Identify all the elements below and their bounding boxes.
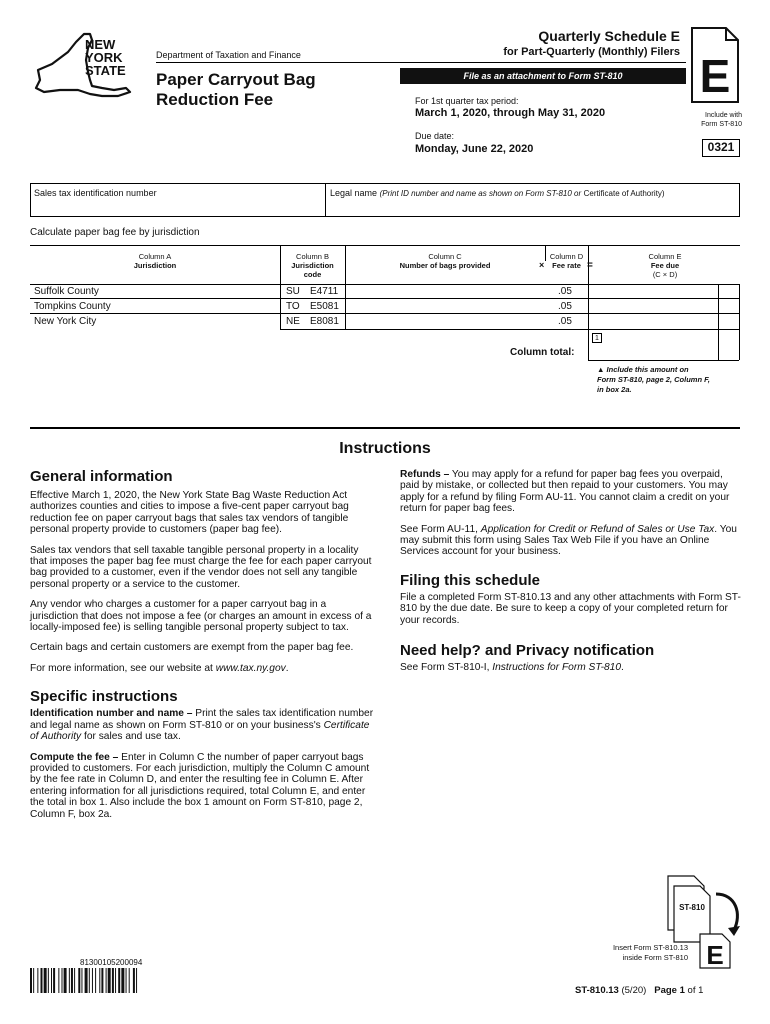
row1-rule	[30, 298, 588, 299]
footer-form-number: ST-810.13	[575, 985, 619, 996]
col-d-label: Fee rate	[552, 261, 581, 270]
instructions-title: Instructions	[339, 440, 431, 457]
row2-rule	[30, 313, 588, 314]
general-info-heading: General information	[30, 468, 173, 485]
times-sign: ×	[539, 260, 545, 270]
table-top-rule	[30, 245, 740, 246]
general-p3: Any vendor who charges a customer for a paper carryout bag in a jurisdiction that does not impose a fee (or charges an amount in excess of a locally-imposed fee) is selling tangible personal property subject to tax.	[30, 599, 372, 634]
department-name: Department of Taxation and Finance	[156, 50, 301, 60]
logo-word-state: STATE	[85, 63, 126, 78]
period-label: For 1st quarter tax period:	[415, 96, 519, 106]
row3-code-prefix: NE	[286, 316, 300, 327]
refunds-p1	[400, 469, 742, 515]
general-p5	[30, 663, 375, 674]
col-e-row2-rule	[588, 313, 739, 314]
refunds-p2-pre: See Form AU-11,	[400, 523, 481, 535]
attachment-note-bar: File as an attachment to Form ST-810	[400, 68, 686, 84]
id-instruction-label: Identification number and name –	[30, 708, 193, 720]
schedule-letter: E	[699, 50, 731, 102]
col-e-header	[590, 252, 740, 279]
row2-code-prefix: TO	[286, 301, 300, 312]
compute-label: Compute the fee –	[30, 751, 119, 763]
up-arrow-icon: ▲	[597, 365, 605, 374]
col-e-label: Fee due	[650, 261, 680, 270]
website-link[interactable]: www.tax.ny.gov	[215, 662, 286, 674]
help-post: .	[621, 662, 624, 674]
schedule-e-document-icon	[690, 26, 740, 104]
total-note	[597, 365, 747, 395]
general-p1: Effective March 1, 2020, the New York State Bag Waste Reduction Act authorizes counties and cities to impose a five-cent paper carryout bag reduction fee on paper carryout bags that sales tax vendors of tangible personal property provide to customers (paper bag fee).	[30, 490, 349, 536]
logo-word-york: YORK	[85, 50, 123, 65]
refunds-text: You may apply for a refund for paper bag fees you overpaid, paid by mistake, or collected but then repaid to your customers. You may apply for a refund by filing Form AU-11. You cannot claim a credit on your return for paper bag fees.	[400, 469, 730, 515]
insert-graphic-label: ST-810	[679, 903, 705, 912]
refunds-label: Refunds –	[400, 469, 450, 480]
box-1-number: 1	[592, 333, 602, 343]
help-heading: Need help? and Privacy notification	[400, 642, 655, 660]
footer-page-num: 1	[679, 985, 685, 996]
col-e-title: Column E	[648, 252, 682, 261]
legal-name-field[interactable]	[330, 188, 665, 198]
filing-text: File a completed Form ST-810.13 and any other attachments with Form ST-810 by the due date. Be sure to keep a copy of your completed return for your records.	[400, 591, 741, 626]
legal-name-hint-coa: Certificate of Authority	[583, 189, 662, 198]
refunds-p2	[400, 524, 742, 558]
row1-rate: .05	[558, 286, 572, 297]
include-with-line1: Include with	[705, 112, 742, 119]
id-box-divider	[325, 183, 326, 217]
row1-bags-input[interactable]	[350, 285, 540, 297]
insert-note	[560, 943, 688, 963]
insert-graphic-letter: E	[706, 940, 724, 970]
row3-bags-input[interactable]	[350, 315, 540, 327]
row2-fee-input[interactable]	[592, 300, 716, 312]
barcode-icon	[30, 968, 202, 993]
row1-code: E4711	[310, 286, 339, 297]
id-instruction-text: Print the sales tax identification number and legal name as shown on Form ST-810 or on your business's	[30, 708, 374, 731]
ny-state-logo-text	[85, 38, 126, 77]
col-c-label: Number of bags provided	[399, 261, 491, 270]
id-instruction	[30, 708, 375, 742]
row3-jurisdiction: New York City	[34, 316, 97, 327]
row2-rate: .05	[558, 301, 572, 312]
form-title	[156, 70, 316, 110]
col-a-header	[30, 252, 280, 270]
include-with-line2: Form ST-810	[701, 121, 742, 128]
col-b-title: Column B	[296, 252, 329, 261]
general-p2: Sales tax vendors that sell taxable tangible personal property in a locality that imposes the paper bag fee must charge the fee for each paper carryout bag provided to a customer, even if the vendor does not sell any tangible personal property or a service to the customer.	[30, 544, 372, 590]
form-title-line1: Paper Carryout Bag	[156, 70, 316, 89]
row2-bags-input[interactable]	[350, 300, 540, 312]
legal-name-hint: (Print ID number and name as shown on Form ST-810 or	[379, 189, 582, 198]
insert-note-line1: Insert Form ST-810.13	[612, 943, 688, 952]
col-d-title: Column D	[549, 252, 584, 261]
col-a-title: Column A	[138, 252, 172, 261]
schedule-subtitle: for Part-Quarterly (Monthly) Filers	[503, 46, 680, 58]
row2-code: E5081	[310, 301, 339, 312]
footer-form-id	[575, 985, 703, 996]
total-row-rule	[588, 360, 739, 361]
row1-fee-input[interactable]	[592, 285, 716, 297]
col-d-header	[545, 252, 588, 270]
legal-name-label: Legal name	[330, 188, 378, 198]
equals-sign: =	[587, 260, 593, 271]
col-a-label: Jurisdiction	[133, 261, 177, 270]
id-instruction-italic: Certificate of Authority	[30, 719, 370, 743]
due-date-label: Due date:	[415, 131, 455, 141]
row2-jurisdiction: Tompkins County	[34, 301, 111, 312]
insert-note-line2: inside Form ST-810	[622, 953, 688, 962]
col-e-formula: (C × D)	[652, 270, 678, 279]
schedule-title: Quarterly Schedule E	[538, 28, 680, 44]
filing-heading: Filing this schedule	[400, 571, 541, 589]
header-divider	[156, 62, 686, 63]
col-c-header	[345, 252, 545, 270]
due-date-value: Monday, June 22, 2020	[415, 143, 534, 155]
footer-page-label: Page	[654, 985, 677, 996]
barcode-number: 81300105200094	[80, 958, 143, 967]
col-c-title: Column C	[428, 252, 462, 261]
id-instruction-post: for sales and use tax.	[81, 731, 181, 743]
general-p5-post: .	[285, 662, 289, 674]
row3-rule	[280, 329, 740, 330]
instructions-divider	[30, 427, 740, 429]
column-total-label: Column total:	[510, 347, 575, 358]
legal-name-hint-close: )	[661, 189, 665, 198]
calc-heading: Calculate paper bag fee by jurisdiction	[30, 227, 200, 238]
general-p4: Certain bags and certain customers are exempt from the paper bag fee.	[30, 642, 354, 654]
col-e-row1-rule	[588, 298, 739, 299]
help-italic: Instructions for Form ST-810	[492, 662, 622, 674]
include-with-note	[690, 111, 742, 129]
specific-instructions-heading: Specific instructions	[30, 688, 178, 706]
form-code-box: 0321	[702, 139, 740, 157]
total-note-line2: Form ST-810, page 2, Column F,	[597, 375, 710, 384]
form-title-line2: Reduction Fee	[156, 90, 274, 109]
left-column	[30, 468, 375, 820]
col-b-label2: code	[303, 270, 322, 279]
compute-text: Enter in Column C the number of paper carryout bags provided to customers. For each jurisdiction, multiply the Column C amount by the fee rate in Column D, and enter the resulting fee in Column E. After entering information for all jurisdictions required, total Column E, and enter the total in box 1. Also include the box 1 amount on Form ST-810, page 2, Column F, box 2a.	[30, 751, 370, 820]
column-total-input[interactable]	[604, 334, 716, 358]
compute-instruction	[30, 752, 375, 820]
sales-tax-id-field[interactable]	[34, 188, 157, 198]
total-note-text1: Include this amount on	[606, 365, 689, 374]
footer-form-version: (5/20)	[621, 985, 647, 996]
footer-page-of: of 1	[687, 985, 704, 996]
row1-jurisdiction: Suffolk County	[34, 286, 99, 297]
total-note-line1	[597, 365, 747, 375]
total-note-line3: in box 2a.	[597, 385, 632, 394]
help-pre: See Form ST-810-I,	[400, 662, 493, 674]
col-b-label1: Jurisdiction	[291, 261, 334, 270]
row3-fee-input[interactable]	[592, 315, 716, 327]
general-p5-pre: For more information, see our website at	[30, 662, 216, 674]
table-right-edge	[739, 284, 740, 360]
col-b-header	[280, 252, 345, 279]
sales-tax-id-label: Sales tax identification number	[34, 188, 157, 198]
help-text	[400, 662, 742, 673]
right-column	[400, 469, 742, 673]
col-e-inner-divider	[718, 284, 719, 360]
row1-code-prefix: SU	[286, 286, 300, 297]
logo-word-new: NEW	[85, 37, 116, 52]
period-value: March 1, 2020, through May 31, 2020	[415, 107, 606, 119]
refunds-p2-post: . You may submit this form using Sales Tax Web File if you have an Online Services account for your business.	[400, 523, 737, 558]
row3-code: E8081	[310, 316, 339, 327]
row3-rate: .05	[558, 316, 572, 327]
refunds-p2-italic: Application for Credit or Refund of Sales or Use Tax	[480, 523, 715, 535]
